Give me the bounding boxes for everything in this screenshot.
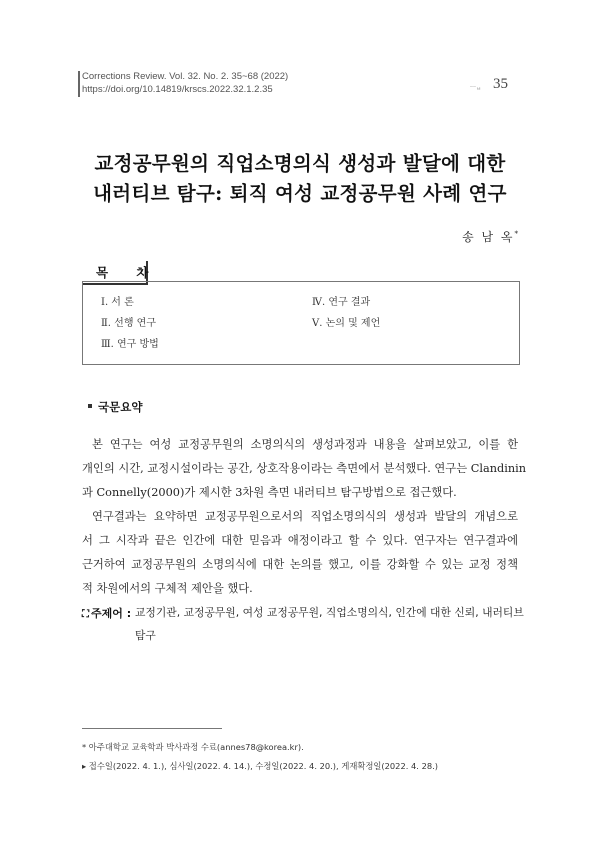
page-mark: ᅳᆸ [470,85,482,91]
toc-item-previous-research: Ⅱ. 선행 연구 [101,318,156,329]
author-name [462,228,518,245]
abstract-heading [88,399,142,415]
toc-item-methods: Ⅲ. 연구 방법 [101,339,159,350]
toc-item-introduction: Ⅰ. 서 론 [101,297,134,308]
keywords-bracket-icon: ⛶ [82,609,89,620]
author-footnote-mark: * [514,230,518,238]
author-name-text: 송 남 옥 [462,230,515,244]
abstract-line-2: 개인의 시간, 교정시설이라는 공간, 상호작용이라는 측면에서 분석했다. 연구는 Clandinin [82,462,526,475]
header-accent-bar [78,71,80,97]
toc-item-results: Ⅳ. 연구 결과 [312,297,371,308]
toc-item-discussion: Ⅴ. 논의 및 제언 [312,318,381,329]
journal-citation: Corrections Review. Vol. 32. No. 2. 35~68 (2022) [82,71,289,82]
keywords-line-1: 교정기관, 교정공무원, 여성 교정공무원, 직업소명의식, 인간에 대한 신뢰, 내러티브 [135,606,524,619]
paper-title-line-1: 교정공무원의 직업소명의식 생성과 발달에 대한 [94,152,506,175]
abstract-line-5: 서 그 시작과 끝은 인간에 대한 믿음과 애정이라고 할 수 있다. 연구자는 연구결과에 [82,534,518,547]
keywords-line-2: 탐구 [135,629,156,642]
doi-link[interactable]: https://doi.org/10.14819/krscs.2022.32.1.2.35 [82,84,273,95]
footnote-review-dates: ▸ 접수일(2022. 4. 1.), 심사일(2022. 4. 14.), 수정일(2022. 4. 20.), 게재확정일(2022. 4. 28.) [82,761,439,771]
page-number: 35 [493,76,508,92]
running-header [82,70,288,96]
keywords-label [82,605,131,621]
keywords-label-text: 주제어 : [91,607,132,620]
footnote-divider [82,728,222,729]
abstract-line-1: 본 연구는 여성 교정공무원의 소명의식의 생성과정과 내용을 살펴보았고, 이를 한 [92,438,518,451]
abstract-line-7: 적 차원에서의 구체적 제안을 했다. [82,582,253,595]
toc-label: 목 차 [96,265,161,280]
footnote-author-affiliation: * 아주대학교 교육학과 박사과정 수료(annes78@korea.kr). [82,742,304,752]
paper-title-line-2: 내러티브 탐구: 퇴직 여성 교정공무원 사례 연구 [93,182,507,205]
abstract-line-3: 과 Connelly(2000)가 제시한 3차원 측면 내러티브 탐구방법으로 접근했다. [82,486,457,499]
abstract-line-6: 근거하여 교정공무원의 소명의식에 대한 논의를 했고, 이를 강화할 수 있는 교정 정책 [82,558,518,571]
abstract-heading-text: 국문요약 [98,400,143,414]
abstract-line-4: 연구결과는 요약하면 교정공무원으로서의 직업소명의식의 생성과 발달의 개념으로 [92,510,518,523]
square-bullet-icon [88,404,92,408]
